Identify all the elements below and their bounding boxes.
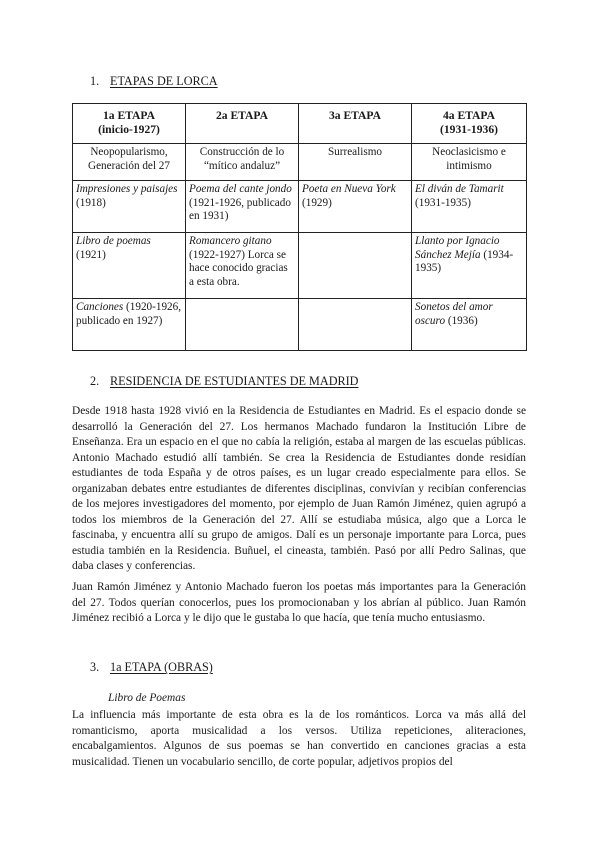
residencia-paragraph-2: Juan Ramón Jiménez y Antonio Machado fueron los poetas más importantes para la Generación del 27. Todos querían conocerlos, pues los promocionaban y los abrían al público. Juan Ramón Jiménez recibió a Lorca y le dijo que le gustaba lo que hacía, que tenía mucho entusiasmo. <box>72 581 526 624</box>
subsection-title: Libro de Poemas <box>108 692 186 704</box>
table-row-style <box>73 144 527 181</box>
section-heading-obras <box>90 660 213 675</box>
section-heading-etapas <box>90 74 218 89</box>
obras-paragraph: La influencia más importante de esta obra es la de los románticos. Lorca va más allá del romanticismo, aporta musicalidad a los versos. Utiliza repeticiones, aliteraciones, encabalgamientos. Algunos de sus poemas se han convertido en canciones gracias a esta musicalidad. Tienen un vocabulario sencillo, de corte popular, adjetivos propios del <box>72 709 526 768</box>
table-row <box>73 181 527 233</box>
work-cell: Canciones (1920-1926, publicado en 1927) <box>73 299 186 351</box>
work-cell: Libro de poemas (1921) <box>73 233 186 299</box>
work-cell: Impresiones y paisajes (1918) <box>73 181 186 233</box>
table-row <box>73 233 527 299</box>
header-cell: 1a ETAPA (inicio-1927) <box>73 104 186 144</box>
header-cell: 3a ETAPA <box>299 104 412 144</box>
section-title: RESIDENCIA DE ESTUDIANTES DE MADRID <box>110 374 359 388</box>
section-number: 1. <box>90 74 100 88</box>
section-title: ETAPAS DE LORCA <box>110 74 218 88</box>
style-cell: Construcción de lo “mítico andaluz” <box>186 144 299 181</box>
work-cell <box>186 299 299 351</box>
work-cell <box>299 233 412 299</box>
section-number: 2. <box>90 374 100 388</box>
work-cell: Sonetos del amor oscuro (1936) <box>412 299 527 351</box>
work-cell: Poeta en Nueva York (1929) <box>299 181 412 233</box>
etapas-table <box>72 103 527 351</box>
work-cell: Romancero gitano (1922-1927) Lorca se hace conocido gracias a esta obra. <box>186 233 299 299</box>
style-cell: Surrealismo <box>299 144 412 181</box>
style-cell: Neoclasicismo e intimismo <box>412 144 527 181</box>
work-cell: El diván de Tamarit (1931-1935) <box>412 181 527 233</box>
residencia-paragraph-1: Desde 1918 hasta 1928 vivió en la Residencia de Estudiantes en Madrid. Es el espacio donde se desarrolló la Generación del 27. Los hermanos Machado fundaron la Institución Libre de Enseñanza. Era un espacio en el que no cabía la religión, estaba al margen de las escuelas públicas. Antonio Machado estudió allí también. Se crea la Residencia de Estudiantes donde residían estudiantes de toda España y de otros países, es un lugar creado especialmente para ellos. Se organizaban debates entre estudiantes de diferentes disciplinas, convivían y recibían conferencias de los mejores investigadores del momento, por ejemplo de Juan Ramón Jiménez, quien agrupó a todos los miembros de la Generación del 27. Allí se estudiaba música, algo que a Lorca le fascinaba, y encuentra allí su grupo de amigos. Dalí es un personaje importante para Lorca, pues estudia también en la Residencia. Buñuel, el cineasta, también. Pasó por allí Pedro Salinas, que daba clases y conferencias. <box>72 405 526 572</box>
section-title: 1a ETAPA (OBRAS) <box>110 660 213 674</box>
work-cell <box>299 299 412 351</box>
table-row <box>73 299 527 351</box>
style-cell: Neopopularismo, Generación del 27 <box>73 144 186 181</box>
work-cell: Poema del cante jondo (1921-1926, publicado en 1931) <box>186 181 299 233</box>
header-cell: 2a ETAPA <box>186 104 299 144</box>
section-heading-residencia <box>90 374 358 389</box>
section-number: 3. <box>90 660 100 674</box>
header-cell: 4a ETAPA (1931-1936) <box>412 104 527 144</box>
table-header-row <box>73 104 527 144</box>
work-cell: Llanto por Ignacio Sánchez Mejía (1934-1935) <box>412 233 527 299</box>
